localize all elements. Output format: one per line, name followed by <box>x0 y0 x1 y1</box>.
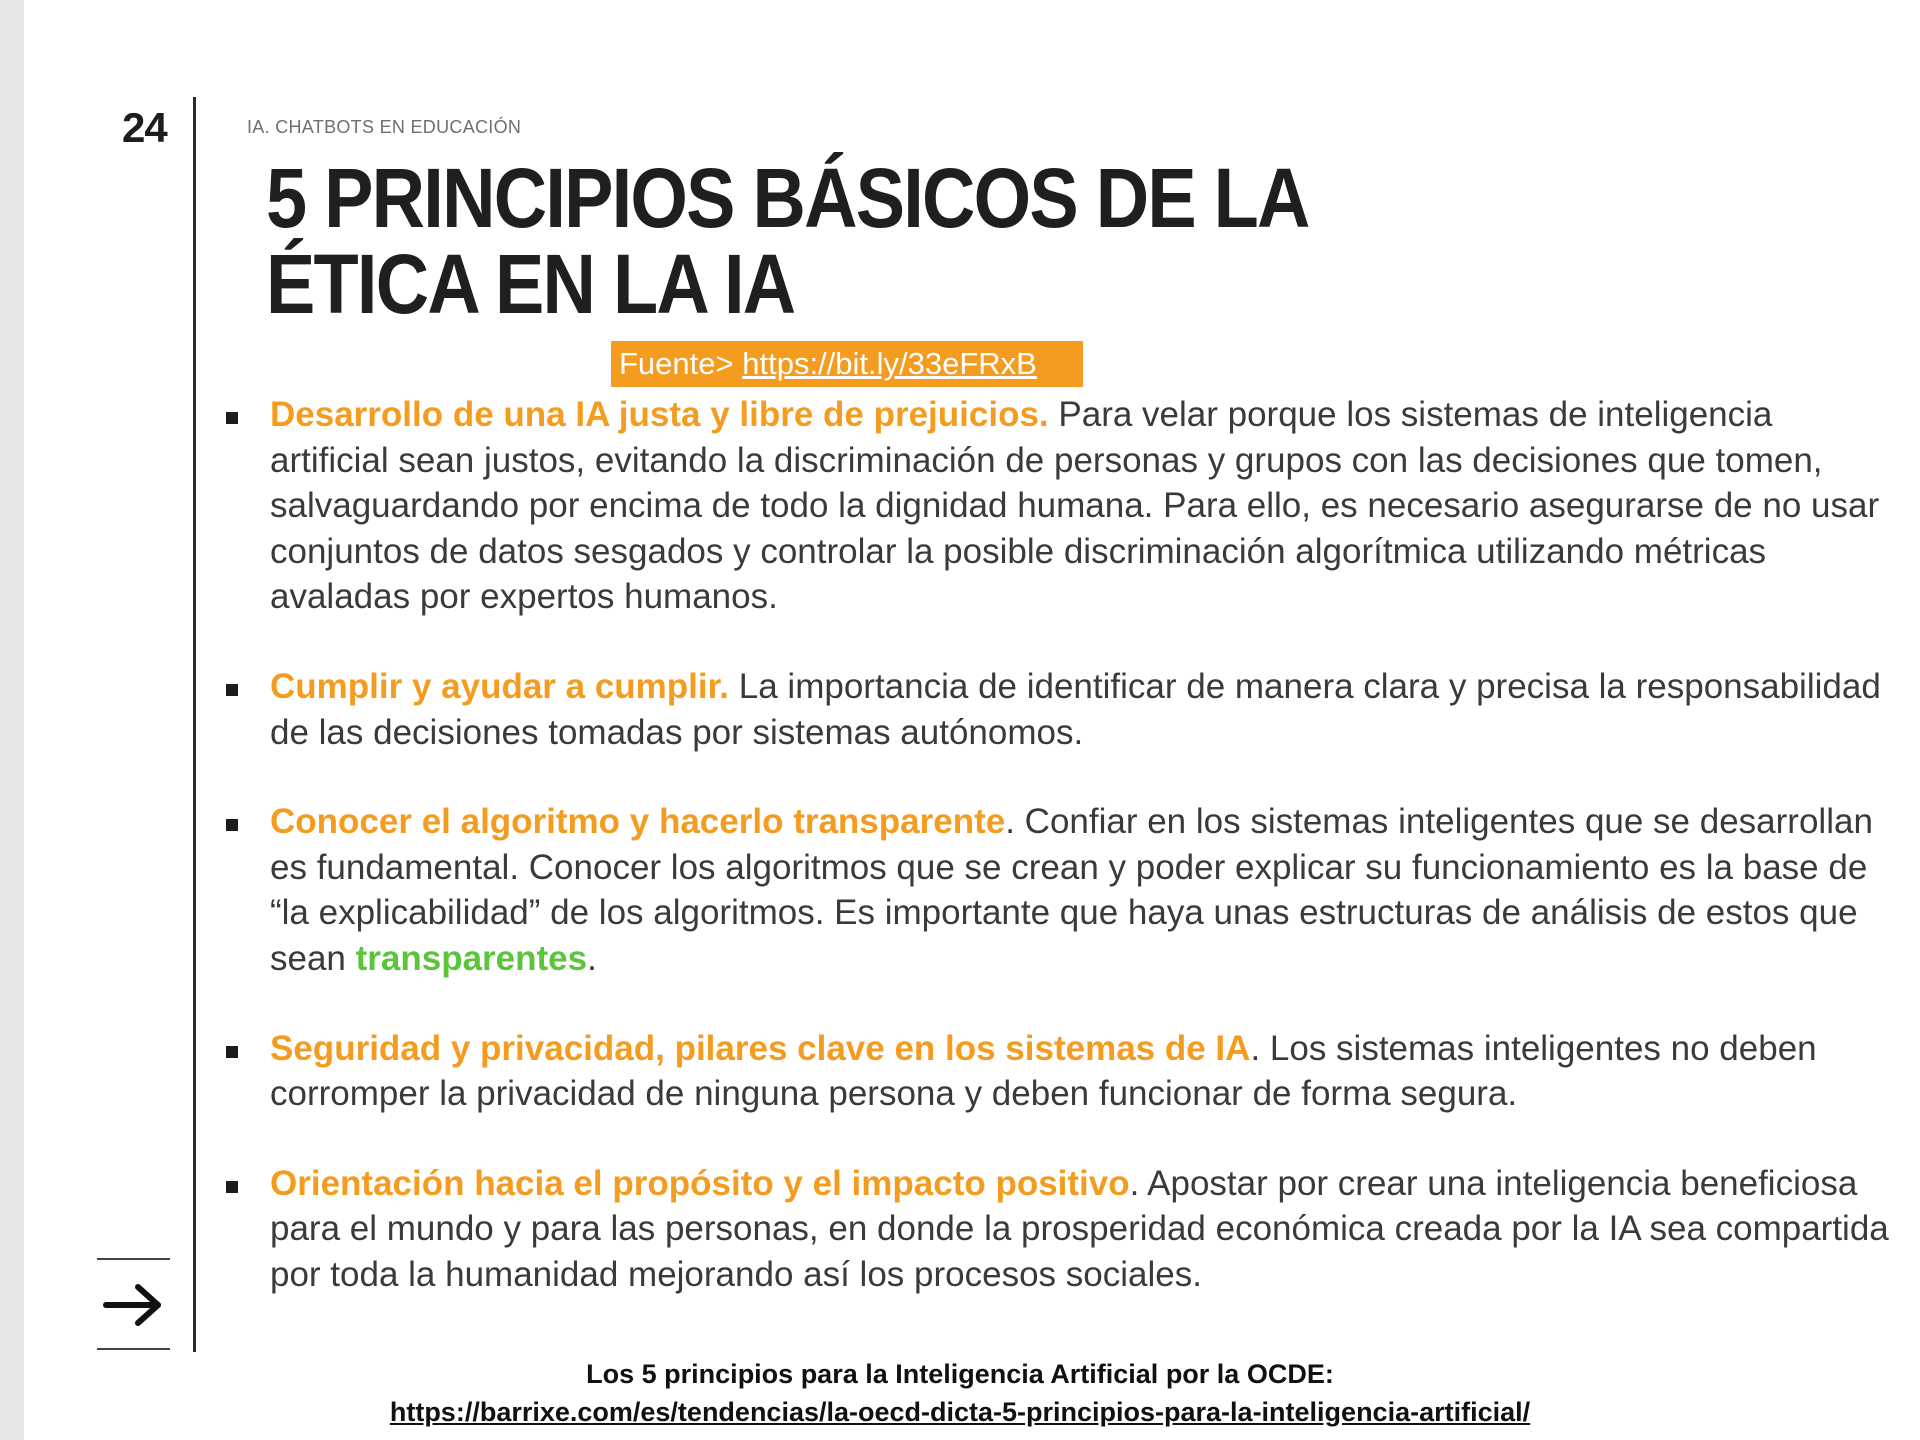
list-item <box>224 392 1900 620</box>
principle-text-end: . <box>587 938 597 978</box>
footer-link[interactable]: https://barrixe.com/es/tendencias/la-oecd-dicta-5-principios-para-la-inteligencia-artificial/ <box>389 1397 1531 1427</box>
bullet-square-icon <box>226 684 238 696</box>
footer-reference <box>0 1355 1920 1431</box>
page-title-line-2: ÉTICA EN LA IA <box>266 237 795 331</box>
vertical-divider <box>193 97 196 1352</box>
left-margin-strip <box>0 0 24 1440</box>
principle-text: La importancia de identificar de manera clara y precisa la responsabilidad de las decisiones tomadas por sistemas autónomos. <box>270 666 1881 752</box>
principles-list <box>224 392 1900 1342</box>
bullet-square-icon <box>226 412 238 424</box>
principle-text: Para velar porque los sistemas de inteligencia artificial sean justos, evitando la discriminación de personas y grupos con las decisiones que tomen, salvaguardando por encima de todo la dignidad humana. Para ello, es necesario asegurarse de no usar conjuntos de datos sesgados y controlar la posible discriminación algorítmica utilizando métricas avaladas por expertos humanos. <box>270 395 1880 617</box>
source-badge <box>611 341 1083 387</box>
bullet-square-icon <box>226 1181 238 1193</box>
page-title-line-1: 5 PRINCIPIOS BÁSICOS DE LA <box>266 151 1309 245</box>
footer-title: Los 5 principios para la Inteligencia Artificial por la OCDE: <box>586 1359 1334 1389</box>
source-link[interactable]: https://bit.ly/33eFRxB <box>742 346 1037 381</box>
principle-heading: Cumplir y ayudar a cumplir. <box>270 666 730 706</box>
principle-heading: Desarrollo de una IA justa y libre de prejuicios. <box>270 395 1049 434</box>
page-number: 24 <box>122 104 167 151</box>
list-item <box>224 1026 1900 1117</box>
arrow-divider-top <box>97 1258 170 1260</box>
principle-heading: Seguridad y privacidad, pilares clave en los sistemas de IA <box>270 1028 1251 1068</box>
principle-text: . Apostar por crear una inteligencia beneficiosa para el mundo y para las personas, en donde la prosperidad económica creada por la IA sea compartida por toda la humanidad mejorando así los procesos sociales. <box>270 1163 1889 1294</box>
principle-text: . Confiar en los sistemas inteligentes que se desarrollan es fundamental. Conocer los algoritmos que se crean y poder explicar su funcionamiento es la base de “la explicabilidad” de los algoritmos. Es importante que haya unas estructuras de análisis de estos que sean <box>270 802 1873 978</box>
list-item <box>224 664 1900 755</box>
list-item <box>224 1161 1900 1298</box>
principle-heading: Conocer el algoritmo y hacerlo transparente <box>270 802 1006 842</box>
principle-emphasis: transparentes <box>355 938 588 978</box>
bullet-square-icon <box>226 819 238 831</box>
principle-heading: Orientación hacia el propósito y el impacto positivo <box>270 1163 1130 1203</box>
page-title <box>266 151 1309 331</box>
source-label: Fuente> <box>619 346 743 381</box>
bullet-square-icon <box>226 1046 238 1058</box>
arrow-right-icon[interactable] <box>102 1280 164 1330</box>
list-item <box>224 799 1900 981</box>
arrow-divider-bottom <box>97 1348 170 1350</box>
principle-text: . Los sistemas inteligentes no deben corromper la privacidad de ninguna persona y deben funcionar de forma segura. <box>270 1028 1817 1114</box>
section-label: IA. CHATBOTS EN EDUCACIÓN <box>247 117 522 137</box>
